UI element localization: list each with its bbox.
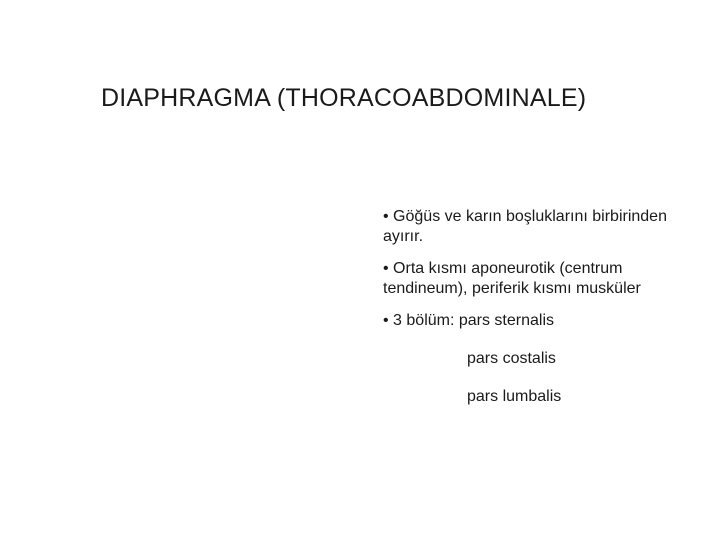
- bullet-structure: • Orta kısmı aponeurotik (centrum tendineum), periferik kısmı musküler: [383, 260, 641, 297]
- slide-body: [383, 207, 693, 407]
- slide-title: DIAPHRAGMA (THORACOABDOMINALE): [101, 84, 587, 112]
- bullet-separation: • Göğüs ve karın boşluklarını birbirinden ayırır.: [383, 208, 667, 245]
- sub-item-pars-costalis: pars costalis: [467, 350, 556, 367]
- sub-item-pars-lumbalis: pars lumbalis: [467, 388, 562, 405]
- bullet-parts: • 3 bölüm: pars sternalis: [383, 312, 555, 329]
